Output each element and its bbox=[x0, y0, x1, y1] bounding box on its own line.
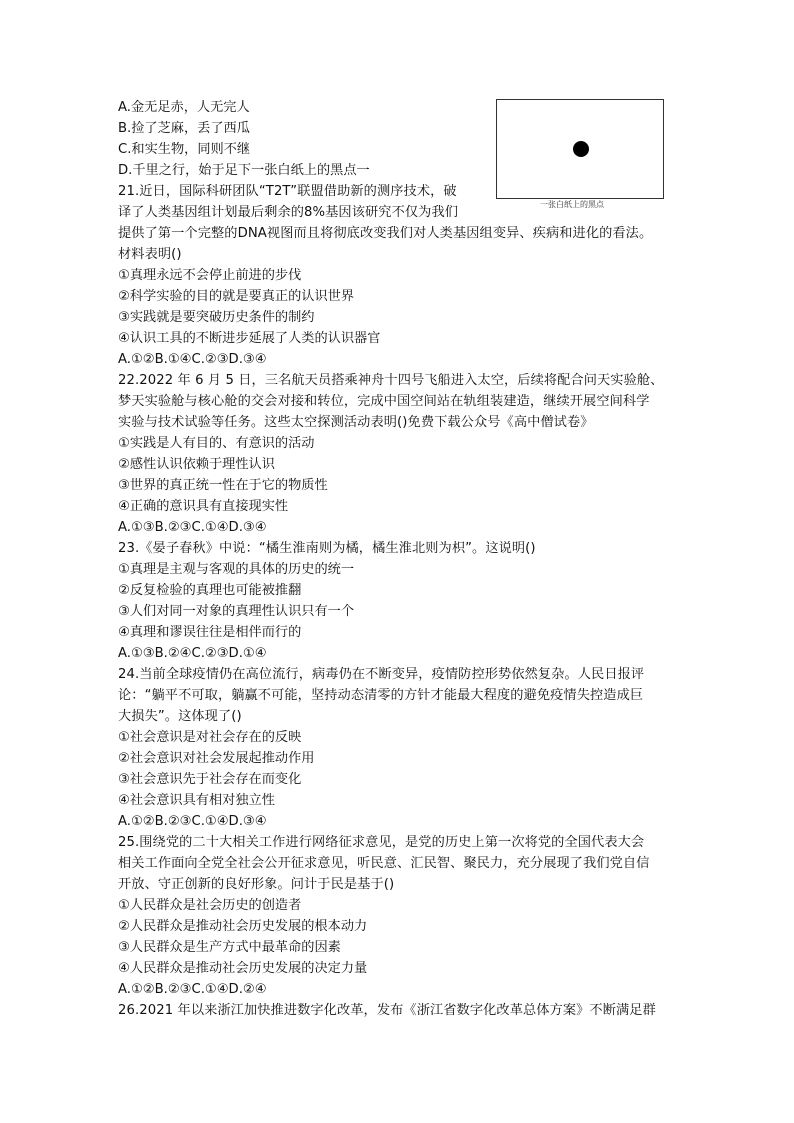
q25-item: ③人民群众是生产方式中最革命的因素 bbox=[118, 940, 341, 955]
q22-stem-line: 梦天实验舱与核心舱的交会对接和转位，完成中国空间站在轨组装建造，继续开展空间科学 bbox=[118, 394, 650, 409]
q20-option-b: B.捡了芝麻，丢了西瓜 bbox=[118, 121, 250, 136]
q24-item: ④社会意识具有相对独立性 bbox=[118, 793, 275, 808]
q21-item: ③实践就是要突破历史条件的制约 bbox=[118, 310, 315, 325]
q24-item: ②社会意识对社会发展起推动作用 bbox=[118, 751, 315, 766]
figure-caption: 一张白纸上的黑点 bbox=[540, 200, 604, 209]
q23-stem-line: 23.《晏子春秋》中说：“橘生淮南则为橘，橘生淮北则为枳”。这说明() bbox=[118, 541, 536, 556]
q22-item: ③世界的真正统一性在于它的物质性 bbox=[118, 478, 328, 493]
q24-item: ③社会意识先于社会存在而变化 bbox=[118, 772, 302, 787]
q22-stem-line: 实验与技术试验等任务。这些太空探测活动表明()免费下载公众号《高中僧试卷》 bbox=[118, 415, 594, 430]
q20-option-c: C.和实生物，同则不继 bbox=[118, 142, 251, 157]
q24-stem-line: 大损失”。这体现了() bbox=[118, 709, 242, 724]
q24-stem-line: 论：“躺平不可取，躺赢不可能，坚持动态清零的方针才能最大程度的避免疫情失控造成巨 bbox=[118, 688, 644, 703]
q25-stem-line: 开放、守正创新的良好形象。问计于民是基于() bbox=[118, 877, 395, 892]
q20-option-a: A.金无足赤，人无完人 bbox=[118, 100, 250, 115]
q22-stem-line: 22.2022 年 6 月 5 日，三名航天员搭乘神舟十四号飞船进入太空，后续将配合问天实验舱、 bbox=[118, 373, 664, 388]
q23-item: ③人们对同一对象的真理性认识只有一个 bbox=[118, 604, 355, 619]
q23-item: ①真理是主观与客观的具体的历史的统一 bbox=[118, 562, 355, 577]
q23-item: ②反复检验的真理也可能被推翻 bbox=[118, 583, 302, 598]
q22-item: ①实践是人有目的、有意识的活动 bbox=[118, 436, 315, 451]
q25-answers: A.①②B.②③C.①④D.②④ bbox=[118, 982, 267, 997]
q24-stem-line: 24.当前全球疫情仍在高位流行，病毒仍在不断变异，疫情防控形势依然复杂。人民日报评 bbox=[118, 667, 645, 682]
q23-item: ④真理和谬误往往是相伴而行的 bbox=[118, 625, 302, 640]
q25-item: ②人民群众是推动社会历史发展的根本动力 bbox=[118, 919, 368, 934]
q25-stem-line: 相关工作面向全党全社会公开征求意见，听民意、汇民智、聚民力，充分展现了我们党自信 bbox=[118, 856, 650, 871]
q21-stem-line: 21.近日，国际科研团队“T2T”联盟借助新的测序技术，破 bbox=[118, 184, 457, 199]
q26-stem-line: 26.2021 年以来浙江加快推进数字化改革，发布《浙江省数字化改革总体方案》不断满足群 bbox=[118, 1003, 656, 1018]
q22-item: ④正确的意识具有直接现实性 bbox=[118, 499, 289, 514]
q22-answers: A.①③B.②③C.①④D.③④ bbox=[118, 520, 267, 535]
q21-stem-line: 提供了第一个完整的DNA视图而且将彻底改变我们对人类基因组变异、疾病和进化的看法。 bbox=[118, 226, 653, 241]
q21-stem-line: 材料表明() bbox=[118, 247, 182, 262]
q22-item: ②感性认识依赖于理性认识 bbox=[118, 457, 275, 472]
q25-stem-line: 25.围绕党的二十大相关工作进行网络征求意见，是党的历史上第一次将党的全国代表大会 bbox=[118, 835, 645, 850]
q21-answers: A.①②B.①④C.②③D.③④ bbox=[118, 352, 267, 367]
q23-answers: A.①③B.②④C.②③D.①④ bbox=[118, 646, 267, 661]
q20-option-d: D.千里之行，始于足下一张白纸上的黑点一 bbox=[118, 163, 370, 178]
q21-item: ①真理永远不会停止前进的步伐 bbox=[118, 268, 302, 283]
q21-stem-line: 译了人类基因组计划最后剩余的8%基因该研究不仅为我们 bbox=[118, 205, 459, 220]
q21-item: ②科学实验的目的就是要真正的认识世界 bbox=[118, 289, 355, 304]
q25-item: ④人民群众是推动社会历史发展的决定力量 bbox=[118, 961, 368, 976]
q24-answers: A.①②B.②③C.①④D.③④ bbox=[118, 814, 267, 829]
q24-item: ①社会意识是对社会存在的反映 bbox=[118, 730, 302, 745]
q21-item: ④认识工具的不断进步延展了人类的认识器官 bbox=[118, 331, 381, 346]
q25-item: ①人民群众是社会历史的创造者 bbox=[118, 898, 302, 913]
